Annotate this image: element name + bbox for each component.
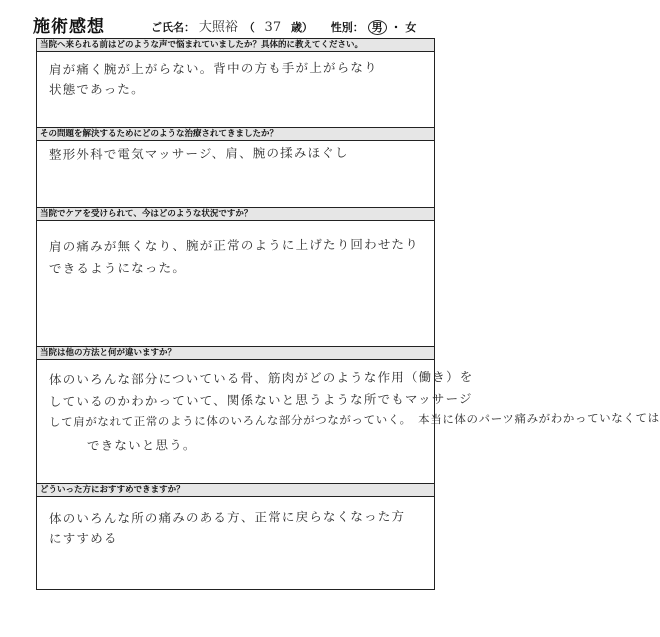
name-value: 大照裕 (198, 20, 238, 35)
age-value: 37 (264, 20, 282, 35)
age-unit: 歳） (290, 21, 313, 34)
gender-female: 女 (405, 21, 417, 34)
answer-3-line-1: 肩の痛みが無くなり、腕が正常のように上げたり回わせたり (48, 236, 419, 254)
answer-5-line-2: にすすめる (48, 530, 118, 546)
answer-1 (37, 52, 434, 121)
form-header (33, 12, 433, 38)
question-4: 当院は他の方法と何が違いますか？ (37, 346, 434, 360)
answer-4-line-3: して肩がなれて正常のように体のいろんな部分がつながっていく。 本当に体のパーツ痛みがわかっていなくては (48, 410, 660, 429)
answer-2 (37, 141, 434, 209)
answer-2-line-1: 整形外科で電気マッサージ、肩、腕の揉みほぐし (48, 144, 349, 162)
section-1 (37, 39, 434, 121)
answer-5-line-1: 体のいろんな所の痛みのある方、正常に戻らなくなった方 (48, 508, 406, 526)
section-5 (37, 483, 434, 591)
form-title: 施術感想 (33, 17, 105, 37)
gender-separator: ・ (390, 21, 402, 34)
answer-4-line-1: 体のいろんな部分についている骨、筋肉がどのような作用（働き）を (48, 369, 474, 387)
gender-male-circled: 男 (368, 20, 387, 35)
survey-form (36, 38, 660, 590)
answer-4-line-4: できないと思う。 (86, 437, 197, 453)
section-2 (37, 127, 434, 209)
name-label: ご氏名： (151, 21, 195, 34)
question-3: 当院でケアを受けられて、今はどのような状況ですか？ (37, 207, 434, 221)
answer-3 (37, 221, 434, 347)
answer-1-line-2: 状態であった。 (48, 81, 145, 97)
answer-3-line-2: できるようになった。 (48, 260, 187, 276)
section-3 (37, 207, 434, 347)
answer-4-line-2: しているのかわかっていて、関係ないと思うような所でもマッサージ (48, 391, 473, 409)
question-2: その問題を解決するためにどのような治療されてきましたか？ (37, 127, 434, 141)
gender-label: 性別： (330, 21, 364, 34)
respondent-info (151, 16, 416, 35)
question-5: どういった方におすすめできますか？ (37, 483, 434, 497)
answer-4 (37, 360, 660, 486)
answer-5 (37, 497, 434, 591)
answer-1-line-1: 肩が痛く腕が上がらない。背中の方も手が上がらなり (48, 59, 378, 77)
section-4 (37, 346, 660, 486)
age-open: （ (243, 21, 255, 34)
question-1: 当院へ来られる前はどのような声で悩まれていましたか？具体的に教えてください。 (37, 38, 434, 52)
